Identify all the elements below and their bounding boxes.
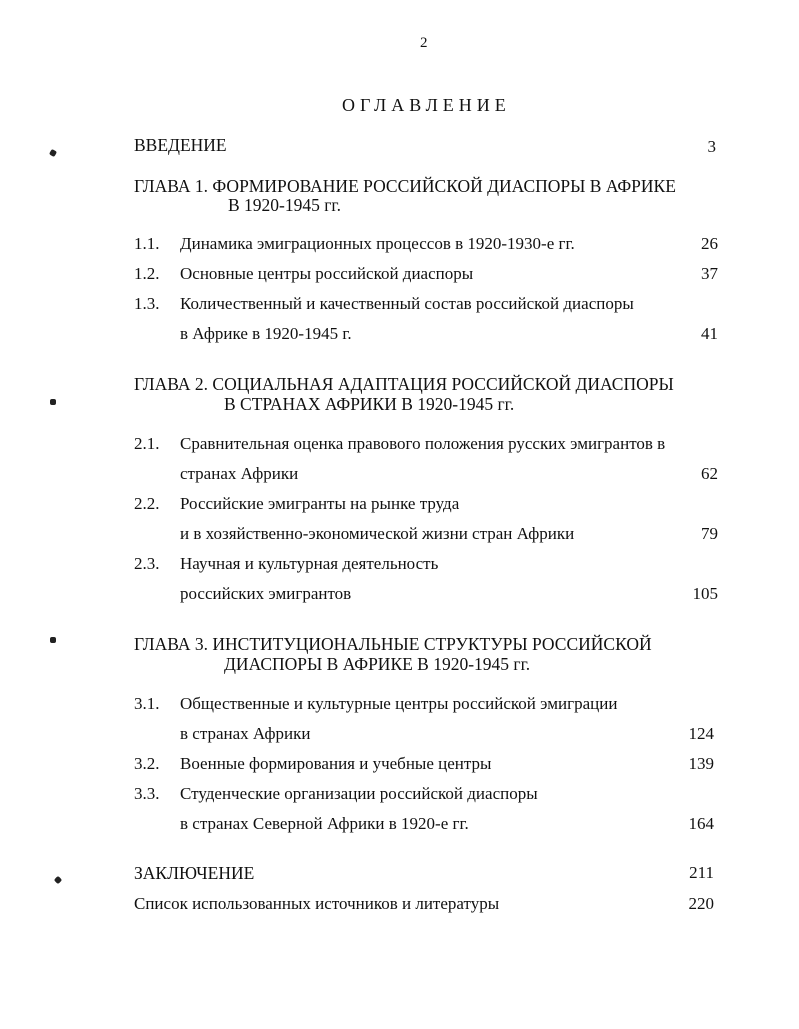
intro-label: ВВЕДЕНИЕ: [134, 135, 227, 155]
section-page: 41: [701, 324, 718, 343]
conclusion-label: ЗАКЛЮЧЕНИЕ: [134, 863, 255, 883]
section-title[interactable]: Количественный и качественный состав российской диаспоры: [180, 294, 634, 313]
section-title[interactable]: Научная и культурная деятельность: [180, 554, 439, 573]
section-number: 1.2.: [134, 264, 160, 283]
page-number: 2: [420, 35, 428, 51]
conclusion-page: 211: [689, 863, 714, 882]
section-number: 1.3.: [134, 294, 160, 313]
section-page: 62: [701, 464, 718, 483]
section-title[interactable]: Военные формирования и учебные центры: [180, 754, 492, 773]
section-number: 2.2.: [134, 494, 160, 513]
chapter-3-heading-cont: ДИАСПОРЫ В АФРИКЕ В 1920-1945 гг.: [224, 654, 531, 674]
section-page: 124: [688, 724, 714, 743]
section-title[interactable]: Сравнительная оценка правового положения русских эмигрантов в: [180, 434, 666, 453]
section-title-cont: российских эмигрантов: [180, 584, 352, 603]
scan-mark: [50, 637, 56, 643]
section-page: 139: [688, 754, 714, 773]
section-page: 79: [701, 524, 718, 543]
section-number: 1.1.: [134, 234, 160, 253]
chapter-1-heading[interactable]: ГЛАВА 1. ФОРМИРОВАНИЕ РОССИЙСКОЙ ДИАСПОРЫ В АФРИКЕ: [134, 176, 676, 196]
scan-mark: [54, 876, 62, 884]
section-title[interactable]: Российские эмигранты на рынке труда: [180, 494, 460, 513]
scan-mark: [50, 399, 56, 405]
section-title-cont: и в хозяйственно-экономической жизни стран Африки: [180, 524, 575, 543]
section-number: 2.1.: [134, 434, 160, 453]
section-title-cont: странах Африки: [180, 464, 299, 483]
section-page: 105: [692, 584, 718, 603]
sources-page: 220: [688, 894, 714, 913]
section-title-cont: в странах Северной Африки в 1920-е гг.: [180, 814, 469, 833]
section-number: 3.1.: [134, 694, 160, 713]
toc-title: ОГЛАВЛЕНИЕ: [342, 95, 511, 115]
chapter-2-heading-cont: В СТРАНАХ АФРИКИ В 1920-1945 гг.: [224, 394, 515, 414]
section-title-cont: в Африке в 1920-1945 г.: [180, 324, 352, 343]
section-title-cont: в странах Африки: [180, 724, 311, 743]
scan-mark: [49, 149, 57, 157]
section-title[interactable]: Динамика эмиграционных процессов в 1920-1930-е гг.: [180, 234, 575, 253]
section-number: 2.3.: [134, 554, 160, 573]
intro-page: 3: [707, 137, 716, 156]
section-number: 3.3.: [134, 784, 160, 803]
section-page: 26: [701, 234, 718, 253]
chapter-3-heading[interactable]: ГЛАВА 3. ИНСТИТУЦИОНАЛЬНЫЕ СТРУКТУРЫ РОССИЙСКОЙ: [134, 634, 652, 654]
sources-label: Список использованных источников и литературы: [134, 894, 500, 913]
chapter-2-heading[interactable]: ГЛАВА 2. СОЦИАЛЬНАЯ АДАПТАЦИЯ РОССИЙСКОЙ ДИАСПОРЫ: [134, 374, 674, 394]
section-page: 37: [701, 264, 718, 283]
section-number: 3.2.: [134, 754, 160, 773]
section-title[interactable]: Общественные и культурные центры российской эмиграции: [180, 694, 618, 713]
chapter-1-heading-cont: В 1920-1945 гг.: [228, 195, 342, 215]
section-title[interactable]: Основные центры российской диаспоры: [180, 264, 474, 283]
section-page: 164: [688, 814, 714, 833]
section-title[interactable]: Студенческие организации российской диаспоры: [180, 784, 538, 803]
